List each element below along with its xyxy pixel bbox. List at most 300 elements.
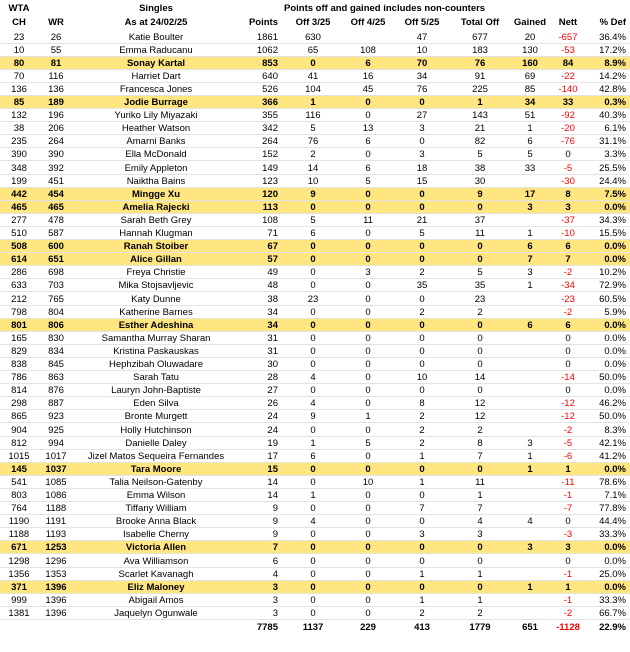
cell-pct-def: 50.0% xyxy=(599,411,626,423)
cell-off5: 2 xyxy=(419,306,425,318)
totals-row xyxy=(0,621,630,634)
cell-gained: 17 xyxy=(524,188,536,200)
cell-gained: 3 xyxy=(527,437,533,449)
cell-off4: 0 xyxy=(365,345,371,357)
cell-total-off: 183 xyxy=(472,44,488,56)
cell-ch: 85 xyxy=(13,97,25,108)
cell-pct-def: 33.3% xyxy=(599,529,626,541)
cell-off4: 0 xyxy=(365,254,371,266)
cell-off4: 0 xyxy=(365,398,371,410)
cell-ch: 801 xyxy=(11,319,27,331)
cell-wr: 876 xyxy=(48,385,64,397)
cell-total-off: 30 xyxy=(474,175,486,187)
cell-nett: -34 xyxy=(561,280,575,292)
col-header-ch: CH xyxy=(12,17,26,28)
cell-pct-def: 0.0% xyxy=(604,201,626,213)
cell-name: Kristina Paskauskas xyxy=(113,345,199,357)
cell-ch: 348 xyxy=(11,162,27,174)
cell-off3: 1 xyxy=(310,490,316,501)
cell-off5: 76 xyxy=(416,83,428,95)
cell-pct-def: 41.2% xyxy=(599,450,626,462)
cell-nett: -22 xyxy=(561,70,575,82)
table-row xyxy=(0,227,630,240)
cell-total-off: 2 xyxy=(477,306,483,318)
cell-gained: 69 xyxy=(524,70,536,82)
cell-points: 15 xyxy=(267,463,278,475)
cell-off4: 0 xyxy=(365,516,371,528)
table-row xyxy=(0,266,630,279)
cell-pct-def: 0.0% xyxy=(604,463,626,475)
cell-off3: 65 xyxy=(307,44,319,56)
cell-points: 1062 xyxy=(256,44,278,56)
cell-off3: 10 xyxy=(307,175,319,187)
cell-gained: 3 xyxy=(527,267,533,279)
cell-nett: -657 xyxy=(558,31,578,43)
cell-gained: 1 xyxy=(527,280,533,292)
cell-pct-def: 3.3% xyxy=(604,149,626,161)
cell-off3: 6 xyxy=(310,450,316,462)
cell-pct-def: 25.5% xyxy=(599,162,626,174)
cell-ch: 298 xyxy=(11,398,27,410)
cell-off4: 0 xyxy=(365,450,371,462)
cell-wr: 264 xyxy=(48,136,64,148)
cell-points: 3 xyxy=(272,581,278,593)
cell-points: 152 xyxy=(262,149,278,161)
header-row-top xyxy=(0,2,630,15)
cell-gained: 6 xyxy=(527,241,533,253)
total-off3: 1137 xyxy=(302,622,324,633)
table-row xyxy=(0,476,630,489)
cell-off3: 0 xyxy=(310,529,316,541)
cell-off3: 116 xyxy=(305,110,321,122)
cell-off3: 0 xyxy=(310,424,316,436)
cell-name: Bronte Murgett xyxy=(124,411,188,423)
cell-nett: -12 xyxy=(561,398,575,410)
cell-nett: -37 xyxy=(561,214,575,226)
cell-points: 57 xyxy=(267,254,278,266)
cell-gained xyxy=(510,306,550,318)
cell-total-off: 82 xyxy=(474,136,486,148)
cell-gained xyxy=(510,175,550,187)
cell-ch: 145 xyxy=(11,463,27,475)
cell-total-off: 2 xyxy=(477,607,483,619)
cell-off4: 10 xyxy=(362,476,374,488)
cell-off4: 5 xyxy=(365,437,371,449)
table-row xyxy=(0,515,630,528)
cell-pct-def: 31.1% xyxy=(599,136,626,148)
cell-off3: 0 xyxy=(310,280,316,292)
cell-gained: 34 xyxy=(524,97,536,108)
cell-total-off: 0 xyxy=(477,254,483,266)
cell-gained xyxy=(510,528,550,540)
col-header-total-off: Total Off xyxy=(460,17,500,28)
cell-ch: 999 xyxy=(11,594,27,606)
cell-off3: 0 xyxy=(310,57,316,69)
cell-points: 4 xyxy=(272,568,278,580)
cell-off3: 0 xyxy=(310,332,316,344)
cell-total-off: 143 xyxy=(472,110,488,122)
cell-off3: 0 xyxy=(310,542,316,554)
cell-off4: 3 xyxy=(365,267,371,279)
cell-gained: 1 xyxy=(527,450,533,462)
cell-off3: 0 xyxy=(310,594,316,606)
cell-total-off: 1 xyxy=(477,594,483,606)
cell-off3: 0 xyxy=(310,581,316,593)
cell-pct-def: 5.9% xyxy=(604,306,626,318)
table-row xyxy=(0,279,630,292)
table-row xyxy=(0,371,630,384)
cell-nett: 8 xyxy=(565,188,571,200)
cell-ch: 1356 xyxy=(8,568,30,580)
table-row xyxy=(0,83,630,96)
cell-ch: 803 xyxy=(11,490,27,501)
cell-off4: 16 xyxy=(362,70,374,82)
cell-ch: 442 xyxy=(11,188,27,200)
cell-ch: 614 xyxy=(11,254,27,266)
cell-wr: 925 xyxy=(48,424,64,436)
cell-gained: 20 xyxy=(524,31,536,43)
cell-wr: 834 xyxy=(48,345,64,357)
cell-off4: 5 xyxy=(365,175,371,187)
cell-off5: 2 xyxy=(419,424,425,436)
cell-wr: 923 xyxy=(48,411,64,423)
cell-ch: 23 xyxy=(13,31,25,43)
cell-gained xyxy=(510,594,550,606)
cell-pct-def: 40.3% xyxy=(599,110,626,122)
cell-total-off: 0 xyxy=(477,345,483,357)
cell-off3: 4 xyxy=(310,516,316,528)
cell-points: 6 xyxy=(272,555,278,567)
cell-off4: 0 xyxy=(365,280,371,292)
cell-nett: 1 xyxy=(565,581,571,593)
cell-name: Brooke Anna Black xyxy=(115,516,197,528)
cell-off5: 10 xyxy=(416,44,428,56)
cell-pct-def: 14.2% xyxy=(599,70,626,82)
cell-off3: 0 xyxy=(310,319,316,331)
singles-label: Singles xyxy=(139,3,173,14)
cell-off5: 35 xyxy=(416,280,428,292)
cell-points: 640 xyxy=(262,70,278,82)
cell-off4: 0 xyxy=(365,424,371,436)
cell-ch: 812 xyxy=(11,437,27,449)
cell-wr: 765 xyxy=(48,293,64,305)
cell-ch: 904 xyxy=(11,424,27,436)
points-note: Points off and gained includes non-counters xyxy=(284,3,486,14)
cell-ch: 633 xyxy=(11,280,27,292)
cell-off5: 70 xyxy=(416,57,428,69)
cell-wr: 1017 xyxy=(45,450,67,462)
total-off4: 229 xyxy=(360,622,376,633)
cell-pct-def: 66.7% xyxy=(599,607,626,619)
cell-name: Jizel Matos Sequeira Fernandes xyxy=(87,450,225,462)
cell-off3: 104 xyxy=(305,83,321,95)
cell-off5: 0 xyxy=(419,463,425,475)
cell-name: Sarah Beth Grey xyxy=(120,214,192,226)
cell-pct-def: 50.0% xyxy=(599,372,626,384)
cell-off5: 0 xyxy=(419,581,425,593)
cell-pct-def: 0.0% xyxy=(604,254,626,266)
cell-nett: -7 xyxy=(563,503,573,515)
cell-pct-def: 6.1% xyxy=(604,123,626,135)
cell-gained: 51 xyxy=(524,110,536,122)
table-row xyxy=(0,319,630,332)
total-off5: 413 xyxy=(414,622,430,633)
cell-gained: 1 xyxy=(527,228,533,239)
cell-pct-def: 34.3% xyxy=(599,214,626,226)
cell-wr: 392 xyxy=(48,162,64,174)
cell-wr: 703 xyxy=(48,280,64,292)
total-total-off: 1779 xyxy=(469,622,491,633)
cell-ch: 671 xyxy=(11,542,27,554)
cell-pct-def: 0.0% xyxy=(604,345,626,357)
cell-wr: 55 xyxy=(50,44,62,56)
cell-off4 xyxy=(342,31,394,43)
cell-wr: 1396 xyxy=(45,594,67,606)
cell-off4: 0 xyxy=(365,607,371,619)
cell-name: Ella McDonald xyxy=(125,149,187,161)
total-gained: 651 xyxy=(522,622,538,633)
cell-name: Harriet Dart xyxy=(131,70,181,82)
cell-gained: 7 xyxy=(527,254,533,266)
cell-gained xyxy=(510,371,550,383)
cell-gained: 4 xyxy=(527,516,533,528)
cell-points: 38 xyxy=(267,293,278,305)
cell-gained xyxy=(510,358,550,370)
cell-off3: 9 xyxy=(310,411,316,423)
cell-name: Abigail Amos xyxy=(128,594,184,606)
cell-off4: 0 xyxy=(365,542,371,554)
col-header-wr: WR xyxy=(48,17,64,28)
cell-pct-def: 10.2% xyxy=(599,267,626,279)
cell-wr: 587 xyxy=(48,228,64,239)
cell-points: 17 xyxy=(267,450,278,462)
cell-nett: 3 xyxy=(565,542,571,554)
cell-off3: 0 xyxy=(310,201,316,213)
cell-nett: -1 xyxy=(563,594,573,606)
col-header-off4: Off 4/25 xyxy=(350,17,386,28)
col-header-points: Points xyxy=(248,17,278,28)
cell-off5: 15 xyxy=(416,175,428,187)
cell-name: Sarah Tatu xyxy=(133,372,179,384)
cell-wr: 451 xyxy=(48,175,64,187)
cell-off3: 76 xyxy=(307,136,319,148)
cell-ch: 1188 xyxy=(8,529,30,541)
cell-nett: -2 xyxy=(563,607,573,619)
table-row xyxy=(0,253,630,266)
cell-name: Holly Hutchinson xyxy=(120,424,192,436)
cell-off5: 0 xyxy=(419,385,425,397)
cell-off3: 4 xyxy=(310,398,316,410)
cell-off5: 0 xyxy=(419,241,425,253)
cell-name: Danielle Daley xyxy=(125,437,187,449)
table-row xyxy=(0,607,630,620)
cell-off3: 0 xyxy=(310,463,316,475)
cell-ch: 286 xyxy=(11,267,27,279)
cell-total-off: 0 xyxy=(477,359,483,370)
table-row xyxy=(0,175,630,188)
cell-off5: 0 xyxy=(419,201,425,213)
cell-nett: -1 xyxy=(563,568,573,580)
table-row xyxy=(0,358,630,371)
table-row xyxy=(0,594,630,607)
table-row xyxy=(0,70,630,83)
col-header-off3: Off 3/25 xyxy=(295,17,331,28)
cell-off5: 0 xyxy=(419,359,425,370)
cell-total-off: 23 xyxy=(474,293,486,305)
cell-ch: 70 xyxy=(13,70,25,82)
cell-nett: -14 xyxy=(561,372,575,384)
cell-off5: 3 xyxy=(419,529,425,541)
cell-nett: -53 xyxy=(561,44,575,56)
cell-ch: 10 xyxy=(13,44,25,56)
cell-off4: 1 xyxy=(365,411,371,423)
cell-name: Samantha Murray Sharan xyxy=(101,332,211,344)
cell-nett: -76 xyxy=(561,136,575,148)
cell-name: Tara Moore xyxy=(130,463,182,475)
cell-off4: 0 xyxy=(365,110,371,122)
cell-off5: 0 xyxy=(419,490,425,501)
cell-nett: 0 xyxy=(565,332,571,344)
cell-off5: 2 xyxy=(419,411,425,423)
cell-ch: 80 xyxy=(13,57,25,69)
cell-points: 34 xyxy=(267,319,278,331)
cell-off4: 0 xyxy=(365,306,371,318)
cell-total-off: 2 xyxy=(477,424,483,436)
cell-points: 7 xyxy=(272,542,278,554)
cell-off4: 45 xyxy=(362,83,374,95)
cell-wr: 845 xyxy=(48,359,64,370)
table-row xyxy=(0,31,630,44)
cell-off4: 13 xyxy=(362,123,374,135)
cell-points: 9 xyxy=(272,516,278,528)
cell-name: Ava Williamson xyxy=(123,555,189,567)
cell-points: 1861 xyxy=(256,31,278,43)
cell-name: Amelia Rajecki xyxy=(122,201,190,213)
cell-wr: 196 xyxy=(48,110,64,122)
cell-off5: 0 xyxy=(419,136,425,148)
cell-ch: 136 xyxy=(11,83,27,95)
table-row xyxy=(0,44,630,57)
cell-wr: 698 xyxy=(48,267,64,279)
cell-wr: 863 xyxy=(48,372,64,384)
total-points: 7785 xyxy=(256,622,278,633)
cell-wr: 1396 xyxy=(45,581,67,593)
cell-pct-def: 0.0% xyxy=(604,332,626,344)
cell-off3: 1 xyxy=(310,97,316,108)
cell-wr: 206 xyxy=(48,123,64,135)
cell-ch: 786 xyxy=(11,372,27,384)
cell-off4: 0 xyxy=(365,463,371,475)
cell-total-off: 225 xyxy=(472,83,488,95)
cell-off4: 0 xyxy=(365,228,371,239)
col-header-pct-def: % Def xyxy=(599,17,626,28)
cell-points: 149 xyxy=(262,162,278,174)
cell-points: 27 xyxy=(267,385,278,397)
cell-gained: 130 xyxy=(522,44,538,56)
cell-gained: 6 xyxy=(527,319,533,331)
cell-points: 19 xyxy=(267,437,278,449)
cell-gained xyxy=(510,502,550,514)
cell-wr: 1191 xyxy=(45,516,67,528)
cell-off5: 3 xyxy=(419,123,425,135)
cell-off3: 0 xyxy=(310,568,316,580)
cell-points: 264 xyxy=(262,136,278,148)
cell-name: Yuriko Lily Miyazaki xyxy=(114,110,198,122)
cell-off3: 1 xyxy=(310,437,316,449)
cell-points: 30 xyxy=(267,359,278,370)
cell-off5: 1 xyxy=(419,594,425,606)
cell-off5: 0 xyxy=(419,254,425,266)
cell-name: Ranah Stoiber xyxy=(123,241,189,253)
cell-nett: -6 xyxy=(563,450,573,462)
cell-off5: 1 xyxy=(419,476,425,488)
cell-total-off: 1 xyxy=(477,490,483,501)
table-row xyxy=(0,528,630,541)
cell-wr: 1353 xyxy=(45,568,67,580)
cell-ch: 814 xyxy=(11,385,27,397)
cell-ch: 390 xyxy=(11,149,27,161)
cell-pct-def: 0.3% xyxy=(604,97,626,108)
cell-off4: 0 xyxy=(365,555,371,567)
cell-wr: 1296 xyxy=(45,555,67,567)
cell-gained xyxy=(510,384,550,396)
cell-pct-def: 78.6% xyxy=(599,476,626,488)
cell-pct-def: 33.3% xyxy=(599,594,626,606)
cell-wr: 454 xyxy=(48,188,64,200)
cell-points: 9 xyxy=(272,529,278,541)
col-header-gained: Gained xyxy=(513,17,547,28)
cell-pct-def: 44.4% xyxy=(599,516,626,528)
cell-name: Freya Christie xyxy=(126,267,186,279)
cell-off5: 2 xyxy=(419,437,425,449)
cell-name: Heather Watson xyxy=(121,123,191,135)
cell-nett: -10 xyxy=(561,228,575,239)
cell-off3: 0 xyxy=(310,254,316,266)
cell-ch: 212 xyxy=(11,293,27,305)
cell-pct-def: 36.4% xyxy=(599,31,626,43)
table-row xyxy=(0,437,630,450)
cell-name: Scarlet Kavanagh xyxy=(118,568,194,580)
cell-points: 366 xyxy=(262,97,278,108)
cell-pct-def: 77.8% xyxy=(599,503,626,515)
cell-wr: 994 xyxy=(48,437,64,449)
cell-off4: 6 xyxy=(365,57,371,69)
cell-pct-def: 0.0% xyxy=(604,241,626,253)
table-row xyxy=(0,332,630,345)
cell-wr: 189 xyxy=(48,97,64,108)
cell-pct-def: 42.1% xyxy=(599,437,626,449)
cell-pct-def: 25.0% xyxy=(599,568,626,580)
cell-pct-def: 8.9% xyxy=(604,57,626,69)
cell-total-off: 0 xyxy=(477,319,483,331)
cell-pct-def: 0.0% xyxy=(604,581,626,593)
total-pct-def: 22.9% xyxy=(599,622,626,633)
cell-points: 526 xyxy=(262,83,278,95)
cell-nett: -2 xyxy=(563,267,573,279)
cell-pct-def: 17.2% xyxy=(599,44,626,56)
cell-off5: 2 xyxy=(419,607,425,619)
cell-points: 3 xyxy=(272,594,278,606)
cell-total-off: 0 xyxy=(477,385,483,397)
cell-name: Isabelle Cherny xyxy=(122,529,189,541)
cell-nett: -30 xyxy=(561,175,575,187)
cell-gained: 3 xyxy=(527,201,533,213)
cell-off4: 0 xyxy=(365,568,371,580)
table-row xyxy=(0,109,630,122)
cell-gained xyxy=(510,332,550,344)
cell-total-off: 5 xyxy=(477,267,483,279)
cell-wr: 81 xyxy=(50,57,62,69)
